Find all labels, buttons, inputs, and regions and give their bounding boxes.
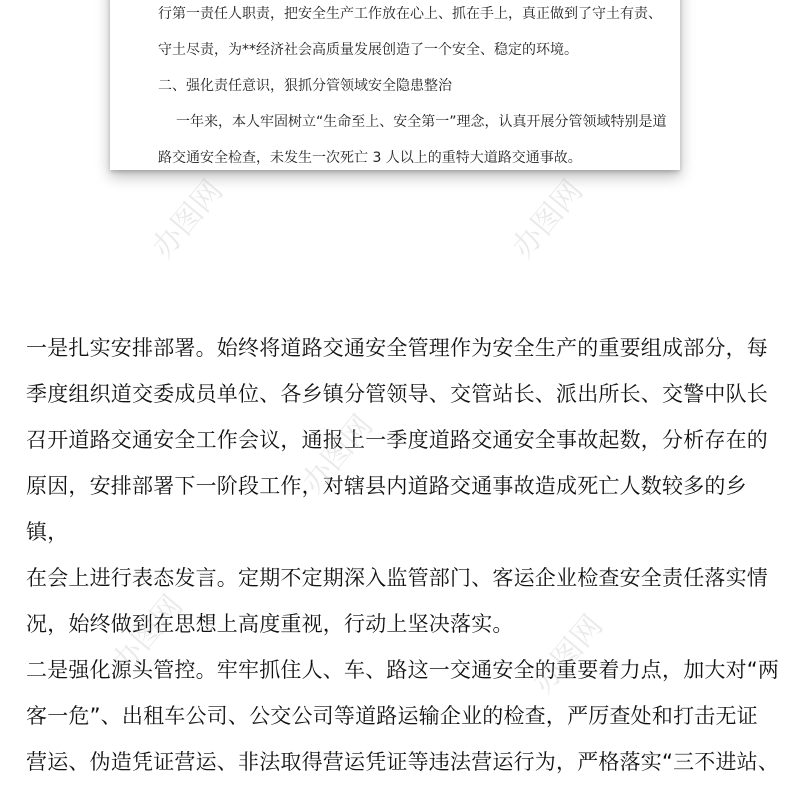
body-line: 客一危”、出租车公司、公交公司等道路运输企业的检查，严厉查处和打击无证 xyxy=(26,704,758,728)
body-line: 况，始终做到在思想上高度重视，行动上坚决落实。 xyxy=(26,612,514,636)
body-line: 二是强化源头管控。牢牢抓住人、车、路这一交通安全的重要着力点，加大对“两 xyxy=(26,658,780,682)
document-preview-card xyxy=(110,0,680,170)
document-body xyxy=(26,325,786,785)
card-line-3: 一年来，本人牢固树立“生命至上、安全第一”理念，认真开展分管领域特别是道 xyxy=(176,114,667,130)
card-line-2: 守土尽责，为**经济社会高质量发展创造了一个安全、稳定的环境。 xyxy=(158,42,578,58)
watermark: 办图网 xyxy=(295,408,381,500)
body-line: 营运、伪造凭证营运、非法取得营运凭证等违法营运行为，严格落实“三不进站、 xyxy=(26,750,780,774)
watermark: 办图网 xyxy=(145,173,231,265)
card-line-1: 行第一责任人职责，把安全生产工作放在心上、抓在手上，真正做到了守土有责、 xyxy=(158,6,662,22)
watermark: 办图网 xyxy=(105,588,191,680)
watermark: 办图网 xyxy=(525,608,611,700)
watermark: 办图网 xyxy=(505,173,591,265)
card-line-4: 路交通安全检查，未发生一次死亡 3 人以上的重特大道路交通事故。 xyxy=(158,150,582,166)
body-line: 在会上进行表态发言。定期不定期深入监管部门、客运企业检查安全责任落实情 xyxy=(26,566,768,590)
card-section-heading: 二、强化责任意识，狠抓分管领域安全隐患整治 xyxy=(158,78,452,94)
body-line: 一是扎实安排部署。始终将道路交通安全管理作为安全生产的重要组成部分，每 xyxy=(26,336,768,360)
body-line: 原因，安排部署下一阶段工作，对辖县内道路交通事故造成死亡人数较多的乡镇， xyxy=(26,474,747,544)
body-line: 季度组织道交委成员单位、各乡镇分管领导、交管站长、派出所长、交警中队长 xyxy=(26,382,768,406)
body-line: 召开道路交通安全工作会议，通报上一季度道路交通安全事故起数，分析存在的 xyxy=(26,428,768,452)
